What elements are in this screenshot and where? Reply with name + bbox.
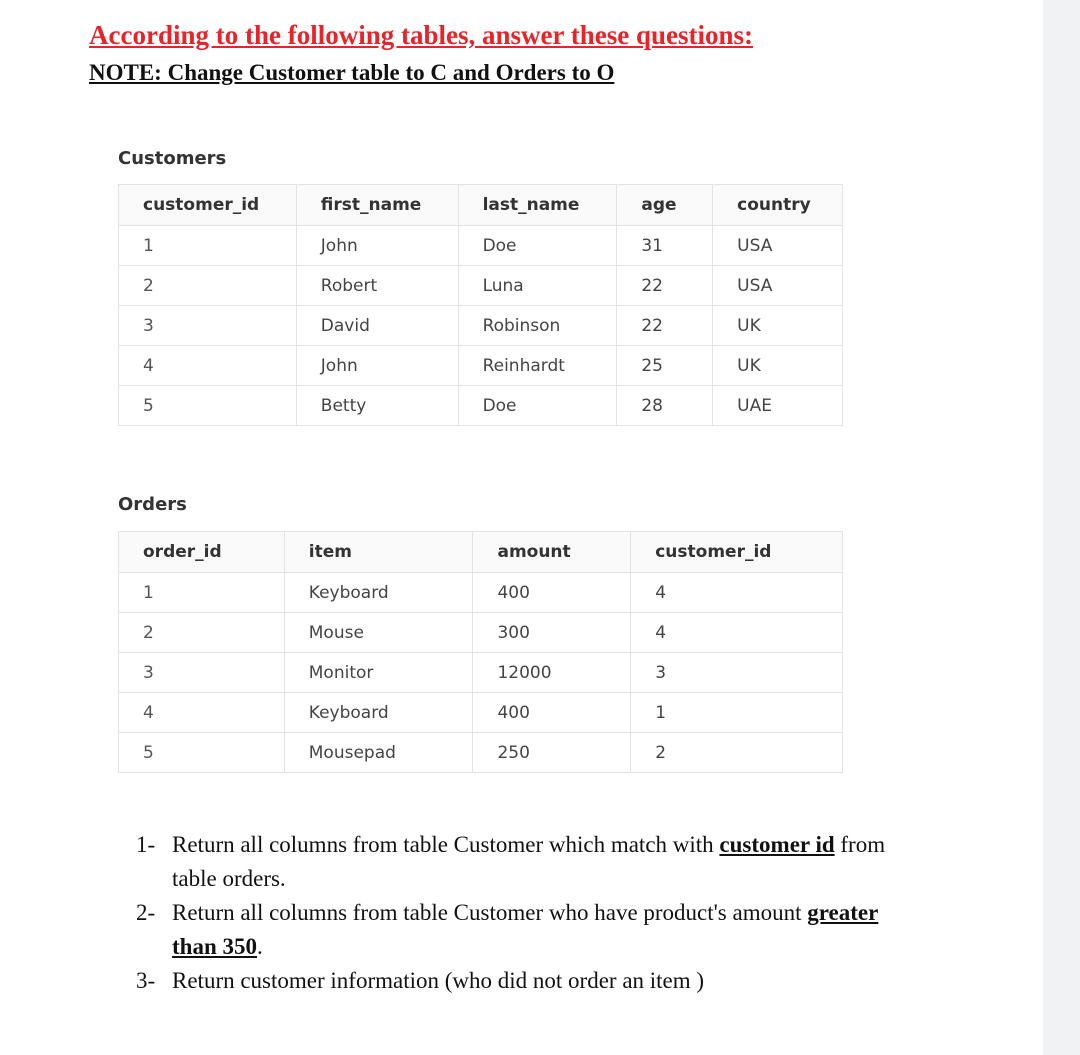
table-row [119,386,843,426]
table-cell: Keyboard [284,693,473,733]
table-row [119,226,843,266]
table-row [119,653,843,693]
question-item [136,828,916,896]
question-number: 1- [136,832,156,857]
table-cell: 3 [119,653,285,693]
question-text-end: from table orders. [172,832,886,891]
table-cell: 400 [473,693,631,733]
table-cell: Keyboard [284,573,473,613]
column-header: first_name [296,185,458,226]
table-cell: John [296,226,458,266]
table-cell: Mousepad [284,733,473,773]
orders-header-row [119,532,843,573]
orders-table [118,531,843,773]
column-header: last_name [458,185,617,226]
table-cell: 1 [119,573,285,613]
question-number: 2- [136,900,156,925]
table-row [119,693,843,733]
table-cell: 25 [617,346,713,386]
table-cell: 22 [617,306,713,346]
table-cell: UK [713,306,843,346]
table-cell: 4 [119,346,297,386]
table-cell: 1 [631,693,843,733]
question-emphasis: customer id [719,832,835,857]
table-cell: Doe [458,386,617,426]
table-cell: Mouse [284,613,473,653]
question-text: Return all columns from table Customer who have product's amount [172,900,808,925]
table-cell: UK [713,346,843,386]
table-cell: 31 [617,226,713,266]
table-cell: 4 [119,693,285,733]
table-cell: 2 [119,266,297,306]
table-cell: 2 [631,733,843,773]
column-header: item [284,532,473,573]
table-cell: 3 [631,653,843,693]
column-header: order_id [119,532,285,573]
table-cell: 4 [631,573,843,613]
table-cell: Monitor [284,653,473,693]
table-cell: Luna [458,266,617,306]
table-row [119,573,843,613]
column-header: age [617,185,713,226]
question-item [136,964,916,998]
question-item [136,896,916,964]
column-header: country [713,185,843,226]
column-header: customer_id [631,532,843,573]
right-margin-panel [1043,0,1080,1055]
table-cell: Robinson [458,306,617,346]
table-cell: Robert [296,266,458,306]
table-cell: 5 [119,386,297,426]
table-cell: USA [713,266,843,306]
table-row [119,733,843,773]
table-row [119,306,843,346]
question-text-end: . [257,934,263,959]
question-number: 3- [136,968,156,993]
table-row [119,266,843,306]
table-cell: 3 [119,306,297,346]
table-cell: UAE [713,386,843,426]
customers-table [118,184,843,426]
question-text: Return customer information (who did not order an item ) [172,968,705,993]
table-cell: 4 [631,613,843,653]
table-cell: 5 [119,733,285,773]
customers-header-row [119,185,843,226]
table-row [119,346,843,386]
table-cell: USA [713,226,843,266]
note-text: NOTE: Change Customer table to C and Orders to O [89,60,615,85]
table-cell: 1 [119,226,297,266]
table-cell: Reinhardt [458,346,617,386]
orders-table-title: Orders [118,494,187,515]
table-cell: 28 [617,386,713,426]
table-row [119,613,843,653]
page-heading: According to the following tables, answer these questions: [89,20,753,50]
column-header: customer_id [119,185,297,226]
table-cell: Betty [296,386,458,426]
table-cell: 2 [119,613,285,653]
question-emphasis: greater than 350 [172,900,879,959]
table-cell: 300 [473,613,631,653]
table-cell: 12000 [473,653,631,693]
table-cell: Doe [458,226,617,266]
table-cell: 22 [617,266,713,306]
question-list [136,828,916,998]
table-cell: 400 [473,573,631,613]
column-header: amount [473,532,631,573]
table-cell: John [296,346,458,386]
table-cell: David [296,306,458,346]
table-cell: 250 [473,733,631,773]
customers-table-title: Customers [118,148,227,169]
question-text: Return all columns from table Customer which match with [172,832,720,857]
